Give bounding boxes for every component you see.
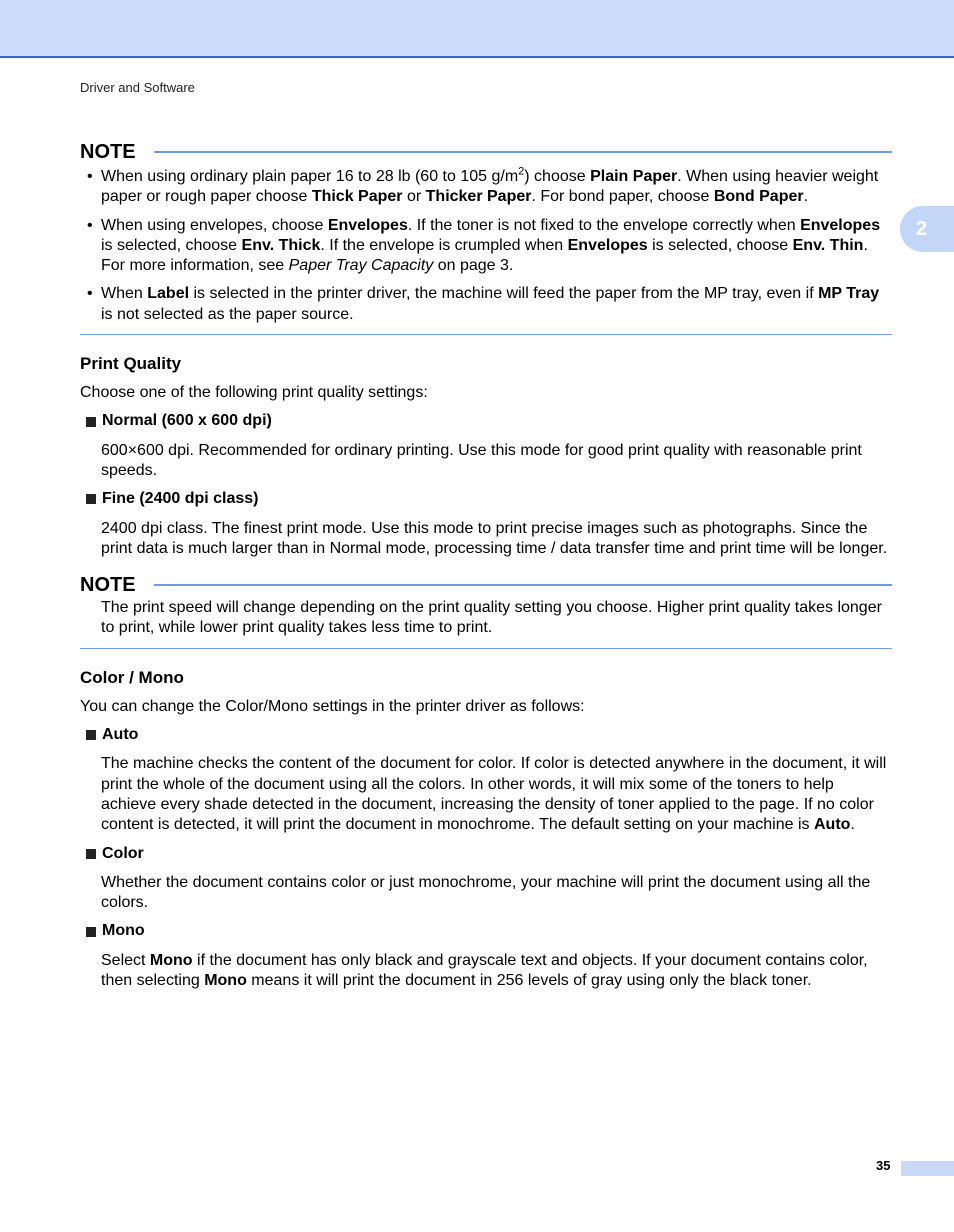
option-title bbox=[80, 844, 892, 864]
page-content bbox=[80, 140, 892, 999]
section-heading-color-mono: Color / Mono bbox=[80, 667, 184, 687]
option-title bbox=[80, 489, 892, 509]
bold-term: Thick Paper bbox=[311, 188, 403, 206]
bold-term: Label bbox=[147, 285, 190, 303]
bullet-dot: • bbox=[87, 168, 93, 185]
running-head: Driver and Software bbox=[80, 80, 195, 95]
note-rule bbox=[154, 151, 892, 153]
note-text: The print speed will change depending on the print quality setting you choose. Higher print quality takes longer to print, while lower print quality takes less time to print. bbox=[101, 599, 882, 637]
note-end-rule bbox=[80, 334, 892, 335]
note-bullet-text: When using ordinary plain paper 16 to 28 lb (60 to 105 $g/m^2$) choose Plain Paper. When using heavier weight paper or rough paper choose Thick Paper or Thicker Paper. For bond paper, choose Bond Paper. bbox=[101, 165, 879, 206]
option-title-text: Fine (2400 dpi class) bbox=[102, 490, 259, 508]
option-description: 2400 dpi class. The finest print mode. Use this mode to print precise images such as photographs. Since the print data is much larger than in Normal mode, processing time / data transfer time and print time will be longer. bbox=[101, 519, 888, 557]
note-rule bbox=[154, 584, 892, 586]
option-title-text: Color bbox=[102, 844, 144, 862]
note-label: NOTE bbox=[80, 141, 136, 163]
option-title-text: Normal (600 x 600 dpi) bbox=[102, 412, 272, 430]
section-heading-print-quality: Print Quality bbox=[80, 354, 182, 374]
bold-term: MP Tray bbox=[818, 285, 880, 303]
superscript: 2 bbox=[518, 165, 525, 178]
section-intro: You can change the Color/Mono settings in the printer driver as follows: bbox=[80, 697, 585, 715]
bullet-dot: • bbox=[87, 285, 93, 303]
bold-term: Bond Paper bbox=[713, 188, 804, 206]
note-bullet-text: When Label is selected in the printer driver, the machine will feed the paper from the MP tray, even if MP Tray is not selected as the paper source. bbox=[101, 285, 880, 323]
option-title-text: Mono bbox=[102, 922, 145, 940]
option-description: Select Mono if the document has only black and grayscale text and objects. If your document contains color, then selecting Mono means it will print the document in 256 levels of gray using only the black toner. bbox=[101, 951, 868, 990]
bullet-dot: • bbox=[87, 216, 93, 234]
header-band bbox=[0, 0, 954, 58]
bold-term: Thicker Paper bbox=[425, 188, 532, 206]
square-bullet-icon bbox=[86, 927, 96, 937]
bold-term: Env. Thin bbox=[792, 236, 864, 254]
note-bullet bbox=[80, 216, 892, 277]
bold-term: Envelopes bbox=[327, 216, 408, 234]
section-intro: Choose one of the following print quality settings: bbox=[80, 384, 428, 402]
page-number: 35 bbox=[876, 1158, 891, 1173]
bold-term: Mono bbox=[149, 951, 193, 969]
bold-term: Mono bbox=[204, 972, 247, 990]
note-heading bbox=[80, 140, 892, 164]
square-bullet-icon bbox=[86, 849, 96, 859]
note-label: NOTE bbox=[80, 574, 136, 597]
option-title-text: Auto bbox=[102, 726, 139, 744]
option-description: 600×600 dpi. Recommended for ordinary printing. Use this mode for good print quality with reasonable print speeds. bbox=[101, 441, 862, 479]
bold-term: Env. Thick bbox=[241, 236, 321, 254]
note-list bbox=[80, 167, 892, 325]
square-bullet-icon bbox=[86, 417, 96, 427]
note-end-rule bbox=[80, 648, 892, 649]
square-bullet-icon bbox=[86, 494, 96, 504]
option-description: The machine checks the content of the document for color. If color is detected anywhere in the document, it will print the whole of the document using all the colors. In other words, it will mix some of the toners to help achieve every shade detected in the document, increasing the density of toner applied to the page. If no color content is detected, it will print the document in monochrome. The default setting on your machine is Auto. bbox=[101, 755, 887, 834]
chapter-tab[interactable]: 2 bbox=[900, 206, 954, 252]
page-number-bar bbox=[901, 1161, 954, 1176]
bold-term: Envelopes bbox=[567, 236, 648, 254]
italic-reference: Paper Tray Capacity bbox=[288, 257, 434, 275]
bold-term: Plain Paper bbox=[590, 168, 678, 185]
option-description: Whether the document contains color or just monochrome, your machine will print the document using all the colors. bbox=[101, 873, 871, 912]
option-title bbox=[80, 725, 892, 745]
option-title bbox=[80, 411, 892, 431]
note-bullet bbox=[80, 167, 892, 208]
note-bullet bbox=[80, 284, 892, 325]
bold-term: Auto bbox=[813, 816, 851, 834]
bold-term: Envelopes bbox=[800, 216, 881, 234]
note-bullet-text: When using envelopes, choose Envelopes. If the toner is not fixed to the envelope correctly when Envelopes is selected, choose Env. Thick. If the envelope is crumpled when Envelopes is selected, choose Env. Thin. For more information, see Paper Tray Capacity on page 3. bbox=[101, 216, 881, 275]
square-bullet-icon bbox=[86, 730, 96, 740]
note-heading bbox=[80, 573, 892, 597]
option-title bbox=[80, 921, 892, 941]
